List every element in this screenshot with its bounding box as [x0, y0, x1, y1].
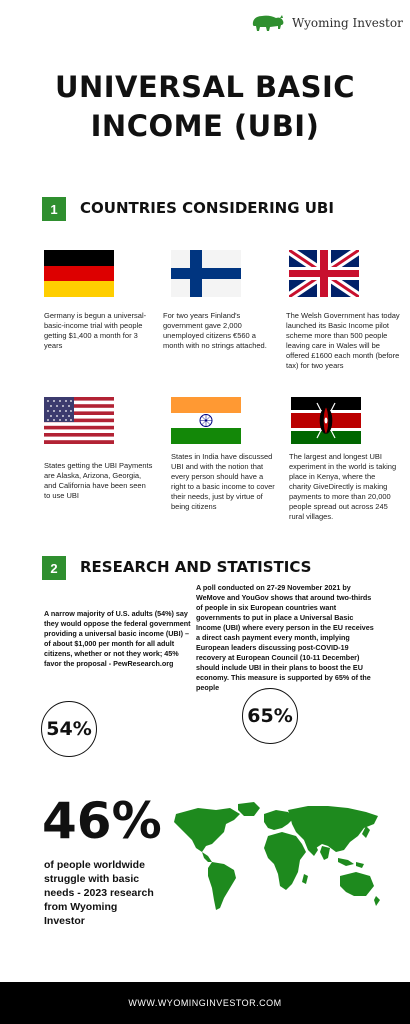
germany-flag — [44, 250, 114, 297]
kenya-caption: The largest and longest UBI experiment in the world is taking place in Kenya, where the charity GiveDirectly is making payments to more than 20,000 people spread out across 245 rural villages. — [289, 452, 397, 521]
stat-right-percent: 65% — [242, 688, 298, 744]
bison-icon — [250, 12, 286, 34]
kenya-flag — [291, 397, 361, 444]
world-map-icon — [168, 800, 383, 920]
uk-caption: The Welsh Government has today launched its Basic Income pilot scheme more than 500 people leaving care in Wales will be offered £1600 each month (before tax) for two years — [286, 311, 400, 370]
india-flag — [171, 397, 241, 444]
world-stat-text: of people worldwide struggle with basic needs - 2023 research from Wyoming Investor — [44, 859, 154, 927]
usa-caption: States getting the UBI Payments are Alaska, Arizona, Georgia, and California have been seen to use UBI — [44, 461, 153, 500]
stat-right-text: A poll conducted on 27-29 November 2021 by WeMove and YouGov shows that around two-thirds of people in six European countries want governments to put in place a Universal Basic Income (UBI) where every person in the EU receives a direct cash payment every month, implying European leaders discussing post-COVID-19 recovery at European Council (10-11 December) should include UBI in their plans to boost the EU economy. This measure is supported by 65% of the people — [196, 583, 374, 692]
finland-flag — [171, 250, 241, 297]
usa-flag — [44, 397, 114, 444]
india-caption: States in India have discussed UBI and with the notion that every person should have a right to a basic income to cover their needs, just by virtue of being citizens — [171, 452, 275, 511]
title-line-1: UNIVERSAL BASIC — [54, 70, 356, 104]
brand-name: Wyoming Investor — [292, 16, 403, 30]
stat-left-percent: 54% — [41, 701, 97, 757]
section-1-title: COUNTRIES CONSIDERING UBI — [80, 199, 334, 217]
stat-left-text: A narrow majority of U.S. adults (54%) say they would oppose the federal government providing a universal basic income (UBI) – of about $1,000 per month for all adult citizens, whether or not they work; 45% favor the proposal - PewResearch.org — [44, 609, 191, 668]
section-1-number: 1 — [42, 197, 66, 221]
finland-caption: For two years Finland's government gave 2,000 unemployed citizens €560 a month with no strings attached. — [163, 311, 267, 350]
section-2-title: RESEARCH AND STATISTICS — [80, 558, 312, 576]
page-title — [0, 68, 410, 146]
footer-website-link[interactable]: WWW.WYOMINGINVESTOR.COM — [128, 998, 282, 1008]
section-2-number: 2 — [42, 556, 66, 580]
uk-flag — [289, 250, 359, 297]
world-percent: 46% — [42, 792, 162, 850]
germany-caption: Germany is begun a universal-basic-income trial with people getting $1,400 a month for 3 years — [44, 311, 147, 350]
footer — [0, 982, 410, 1024]
brand-logo — [250, 12, 403, 34]
title-line-2: INCOME (UBI) — [90, 109, 320, 143]
